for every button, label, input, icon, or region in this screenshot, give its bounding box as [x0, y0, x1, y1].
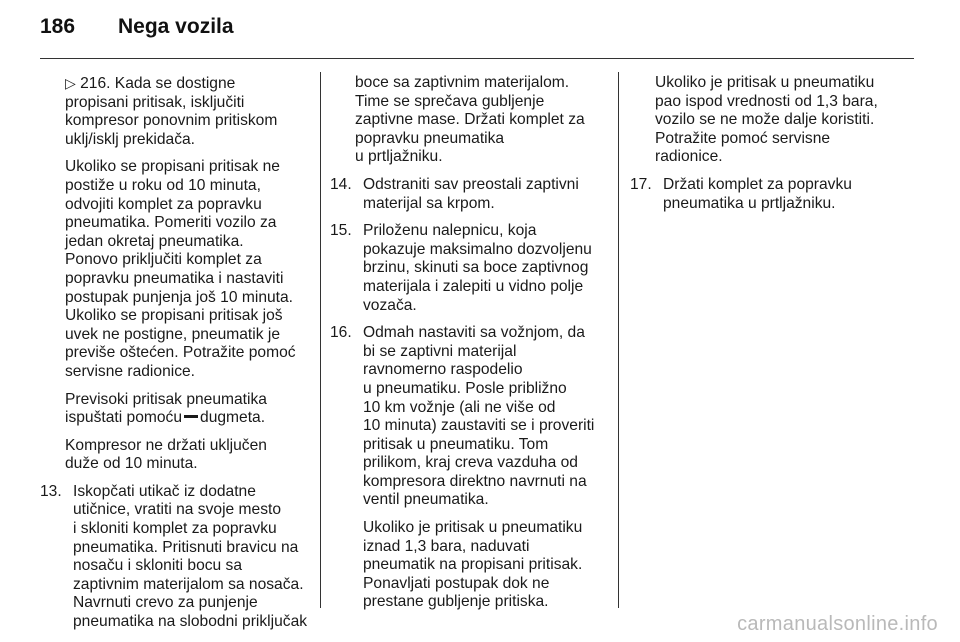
text-line: u pneumatiku. Posle približno: [363, 379, 567, 397]
text-line: Ukoliko se propisani pritisak ne: [65, 158, 280, 176]
text-line: Ukoliko je pritisak u pneumatiku: [655, 74, 875, 91]
column-1: [40, 74, 312, 641]
text-line: Odstraniti sav preostali zaptivni: [363, 175, 579, 193]
text-line: previše oštećen. Potražite pomoć: [65, 344, 296, 362]
text-line: Kompresor ne držati uključen: [65, 436, 267, 454]
column-3: [630, 74, 910, 222]
text-line: pokazuje maksimalno dozvoljenu: [363, 240, 592, 258]
text-line: 10 minuta) zaustaviti se i proveriti: [363, 417, 595, 435]
text-line: zaptivne mase. Držati komplet za: [355, 111, 585, 129]
list-item-17: [630, 176, 910, 213]
text-line: ventil pneumatika.: [363, 491, 489, 509]
text-line: u prtljažniku.: [355, 148, 443, 166]
text-line: servisne radionice.: [65, 362, 196, 380]
text-line: brzinu, skinuti sa boce zaptivnog: [363, 259, 589, 277]
text-line: Iskopčati utikač iz dodatne: [73, 482, 256, 500]
text-line: pneumatika. Pomeriti vozilo za: [65, 214, 277, 232]
list-number: 16.: [330, 324, 352, 342]
text-line: popravku pneumatika: [355, 129, 505, 147]
text-line: 216. Kada se dostigne: [80, 75, 236, 92]
text-line: nosaču i skloniti bocu sa: [73, 557, 243, 575]
page-reference-arrow-icon: ▷: [65, 75, 76, 91]
minus-button-icon: [184, 415, 198, 418]
text-line: Ukoliko je pritisak u pneumatiku: [363, 519, 583, 537]
list-item-15: [330, 222, 606, 315]
text-line: prilikom, kraj creva vazduha od: [363, 454, 578, 472]
column-divider-2: [618, 72, 619, 608]
text-line: popravku pneumatika i nastaviti: [65, 269, 284, 287]
text-line: pneumatika u prtljažniku.: [663, 194, 836, 212]
text-line: bi se zaptivni materijal: [363, 342, 517, 360]
text-line: Previsoki pritisak pneumatika: [65, 390, 267, 408]
text-line: pneumatika na slobodni priključak: [73, 613, 308, 631]
list-number: 13.: [40, 482, 62, 500]
text-line: radionice.: [655, 148, 723, 166]
text-line: kompresora direktno navrnuti na: [363, 472, 587, 490]
list-number: 14.: [330, 175, 352, 193]
text-line: ravnomerno raspodelio: [363, 361, 523, 379]
text-line: vozača.: [363, 296, 417, 314]
text-line: materijala i zalepiti u vidno polje: [363, 277, 584, 295]
text-line: prestane gubljenje pritiska.: [363, 593, 549, 611]
chapter-title: Nega vozila: [118, 15, 234, 38]
text-line: Držati komplet za popravku: [663, 175, 852, 193]
text-line: i skloniti komplet za popravku: [73, 520, 277, 538]
text-line: dugmeta.: [200, 409, 266, 427]
text-line: vozilo se ne može dalje koristiti.: [655, 111, 875, 129]
text-line: Priloženu nalepnicu, koja: [363, 222, 537, 240]
text-line: pneumatika. Pritisnuti bravicu na: [73, 538, 299, 556]
text-line: uvek ne postigne, pneumatik je: [65, 325, 280, 343]
list-item-14: [330, 176, 606, 213]
text-line: Ukoliko se propisani pritisak još: [65, 307, 283, 325]
text-line: Navrnuti crevo za punjenje: [73, 594, 258, 612]
text-line: postiže u roku od 10 minuta,: [65, 176, 261, 194]
text-line: iznad 1,3 bara, naduvati: [363, 537, 530, 555]
text-line: pneumatik na propisani pritisak.: [363, 556, 583, 574]
text-line: propisani pritisak, isključiti: [65, 93, 245, 111]
text-line: materijal sa krpom.: [363, 194, 495, 212]
text-line: 10 km vožnje (ali ne više od: [363, 398, 556, 416]
text-line: duže od 10 minuta.: [65, 455, 198, 473]
text-line: Potražite pomoć servisne: [655, 129, 831, 147]
header-divider: [40, 58, 914, 59]
text-line: kompresor ponovnim pritiskom: [65, 112, 278, 130]
paragraph-continuation: [630, 74, 910, 167]
list-item-16: [330, 324, 606, 612]
page-header: [0, 0, 960, 60]
column-divider-1: [320, 72, 321, 608]
text-line: odvojiti komplet za popravku: [65, 195, 262, 213]
text-line: jedan okretaj pneumatika.: [65, 232, 244, 250]
text-line: Time se sprečava gubljenje: [355, 92, 545, 110]
list-item-13: [40, 483, 312, 632]
text-line: zaptivnim materijalom sa nosača.: [73, 575, 304, 593]
text-line: uklj/isklj prekidača.: [65, 130, 195, 148]
column-2: [330, 74, 606, 621]
paragraph-continuation: [330, 74, 606, 167]
page-number: 186: [40, 15, 76, 38]
text-line: pritisak u pneumatiku. Tom: [363, 435, 549, 453]
text-line: boce sa zaptivnim materijalom.: [355, 74, 570, 91]
text-line: postupak punjenja još 10 minuta.: [65, 288, 293, 306]
paragraph-continuation: [40, 74, 312, 474]
list-number: 15.: [330, 222, 352, 240]
list-number: 17.: [630, 175, 652, 193]
text-line: Ponavljati postupak dok ne: [363, 574, 550, 592]
text-line: Odmah nastaviti sa vožnjom, da: [363, 324, 585, 342]
text-line: Ponovo priključiti komplet za: [65, 251, 262, 269]
text-line: pao ispod vrednosti od 1,3 bara,: [655, 92, 878, 110]
watermark-text: carmanualsonline.info: [737, 613, 938, 635]
text-line: ispuštati pomoću: [65, 409, 183, 427]
text-line: utičnice, vratiti na svoje mesto: [73, 501, 282, 519]
